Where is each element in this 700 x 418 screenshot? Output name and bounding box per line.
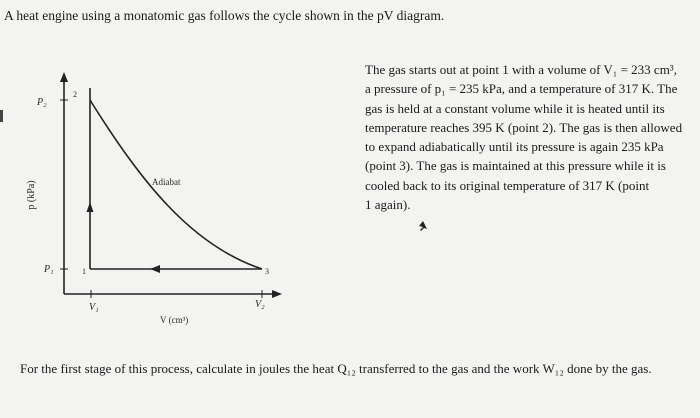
- statement-line: to expand adiabatically until its pressure is again 235 kPa: [365, 139, 664, 155]
- mouse-cursor-icon: [417, 221, 427, 231]
- point-3-label: 3: [265, 267, 269, 276]
- question-title: A heat engine using a monatomic gas follows the cycle shown in the pV diagram.: [4, 8, 445, 23]
- statement-line: cooled back to its original temperature of 317 K (point: [365, 177, 650, 193]
- v2-label: V₂: [255, 299, 265, 310]
- statement-line: The gas starts out at point 1 with a volume of V₁ = 233 cm³,: [365, 62, 677, 77]
- statement-line: a pressure of p₁ = 235 kPa, and a temperature of 317 K. The: [365, 81, 678, 97]
- question-prompt: For the first stage of this process, calculate in joules the heat Q₁₂ transferred to the gas and the work W₁₂ done by the gas.: [20, 361, 652, 376]
- statement-line: (point 3). The gas is maintained at this pressure while it is: [365, 158, 666, 174]
- statement-line: temperature reaches 395 K (point 2). The gas is then allowed: [365, 119, 683, 135]
- y-axis-label: p (kPa): [26, 180, 37, 210]
- page-edge-mark: [0, 110, 3, 122]
- isochoric-arrow: [87, 202, 94, 212]
- point-1-label: 1: [82, 267, 86, 276]
- adiabat-label: Adiabat: [152, 177, 181, 187]
- x-axis-label: V (cm³): [160, 315, 189, 325]
- x-axis-arrow: [272, 290, 282, 298]
- p1-label: P₁: [44, 264, 54, 275]
- v1-label: V₁: [89, 302, 99, 313]
- pv-diagram: [0, 60, 300, 340]
- point-2-label: 2: [73, 90, 77, 99]
- p2-label: P₂: [37, 97, 47, 108]
- statement-line: 1 again).: [365, 197, 411, 213]
- pv-diagram-svg: [0, 60, 300, 340]
- problem-statement: [365, 60, 695, 214]
- statement-line: gas is held at a constant volume while it is heated until its: [365, 100, 665, 116]
- y-axis-arrow: [60, 72, 68, 82]
- isobaric-arrow: [150, 265, 160, 273]
